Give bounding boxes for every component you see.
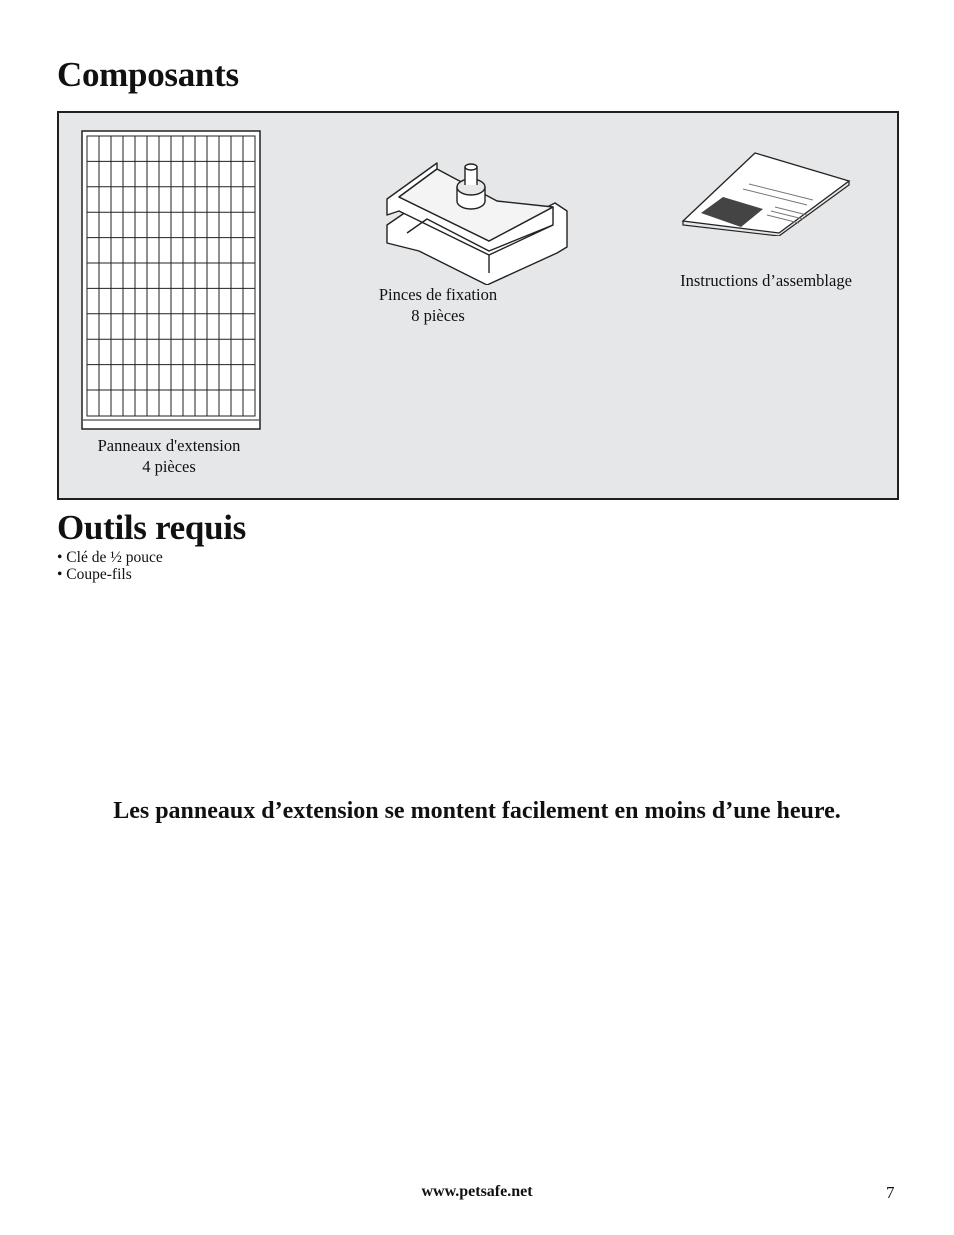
assembly-tagline: Les panneaux d’extension se montent facilement en moins d’une heure. — [113, 798, 841, 824]
extension-panel-caption — [84, 435, 254, 477]
components-title: Composants — [57, 55, 239, 94]
extension-panel-illustration — [81, 130, 261, 430]
fixation-clip-caption — [364, 284, 512, 326]
tools-list-item: • Clé de ½ pouce — [57, 549, 163, 566]
tools-list — [57, 549, 163, 583]
website-url: www.petsafe.net — [421, 1183, 533, 1200]
extension-panel-label: Panneaux d'extension — [97, 436, 241, 455]
fixation-clip-label: Pinces de fixation — [378, 285, 498, 304]
page-number: 7 — [886, 1183, 895, 1202]
fixation-clip-quantity: 8 pièces — [411, 306, 465, 325]
assembly-manual-illustration — [679, 151, 854, 236]
components-box — [57, 111, 899, 500]
tools-list-item: • Coupe-fils — [57, 566, 132, 583]
assembly-manual-caption — [659, 270, 873, 291]
fixation-clip-illustration — [377, 155, 577, 285]
tools-title: Outils requis — [57, 508, 246, 547]
extension-panel-quantity: 4 pièces — [142, 457, 196, 476]
assembly-manual-label: Instructions d’assemblage — [680, 271, 852, 290]
